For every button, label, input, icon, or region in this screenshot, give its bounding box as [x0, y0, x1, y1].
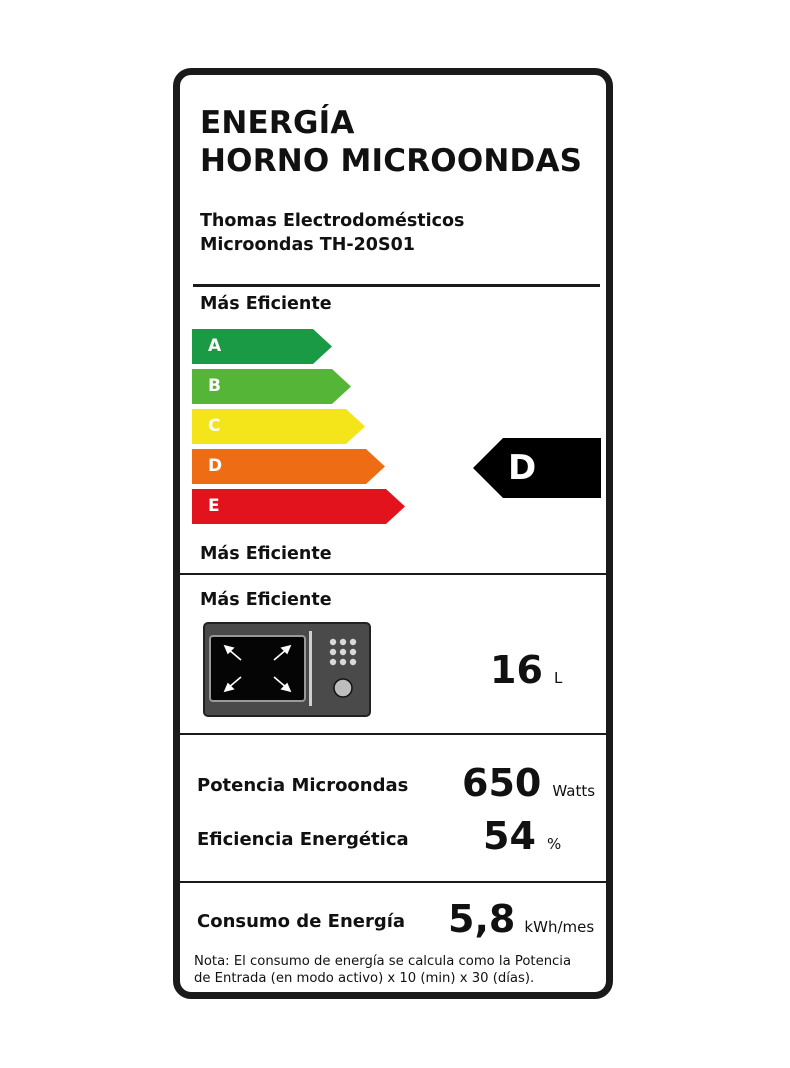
- efficiency-top-label: Más Eficiente: [200, 294, 332, 314]
- bar-a-letter: A: [208, 336, 222, 356]
- bar-e-letter: E: [208, 496, 220, 516]
- power-value: 650: [462, 761, 542, 805]
- capacity-unit: L: [553, 669, 563, 687]
- efficiency-pct-value: 54: [483, 814, 536, 858]
- scale-divider: [180, 573, 606, 575]
- energy-label: [173, 68, 613, 999]
- brand-name: Thomas Electrodomésticos: [200, 211, 465, 231]
- efficiency-pct-reading: [483, 814, 561, 858]
- efficiency-pct-label: Eficiencia Energética: [197, 829, 409, 850]
- consumption-unit: kWh/mes: [524, 918, 595, 936]
- bar-c-letter: C: [208, 416, 221, 436]
- label-title-line2: HORNO MICROONDAS: [200, 143, 583, 179]
- efficiency-bar-c: [192, 409, 365, 444]
- power-unit: Watts: [552, 782, 596, 800]
- efficiency-bottom-label: Más Eficiente: [200, 544, 332, 564]
- efficiency-bar-d: [192, 449, 385, 484]
- consumption-note-line2: de Entrada (en modo activo) x 10 (min) x 30 (días).: [194, 971, 535, 986]
- efficiency-pct-unit: %: [546, 835, 562, 853]
- bar-e-shape: [192, 489, 405, 524]
- header-divider: [193, 284, 600, 287]
- microwave-icon: [203, 622, 371, 717]
- efficiency-bar-e: [192, 489, 405, 524]
- capacity-reading: [490, 648, 562, 692]
- rating-indicator: [473, 438, 601, 498]
- consumption-note-line1: Nota: El consumo de energía se calcula como la Potencia: [194, 954, 572, 969]
- rating-letter: D: [508, 448, 537, 488]
- consumption-label: Consumo de Energía: [197, 911, 406, 932]
- power-label: Potencia Microondas: [197, 775, 409, 796]
- power-reading: [462, 761, 595, 805]
- capacity-label: Más Eficiente: [200, 590, 332, 610]
- consumption-reading: [448, 897, 594, 941]
- bar-b-letter: B: [208, 376, 221, 396]
- power-divider: [180, 881, 606, 883]
- efficiency-bar-b: [192, 369, 351, 404]
- model-name: Microondas TH-20S01: [200, 235, 415, 255]
- bar-d-letter: D: [208, 456, 223, 476]
- capacity-divider: [180, 733, 606, 735]
- efficiency-bar-a: [192, 329, 332, 364]
- label-title-line1: ENERGÍA: [200, 105, 355, 141]
- capacity-value: 16: [490, 648, 543, 692]
- consumption-value: 5,8: [448, 897, 516, 941]
